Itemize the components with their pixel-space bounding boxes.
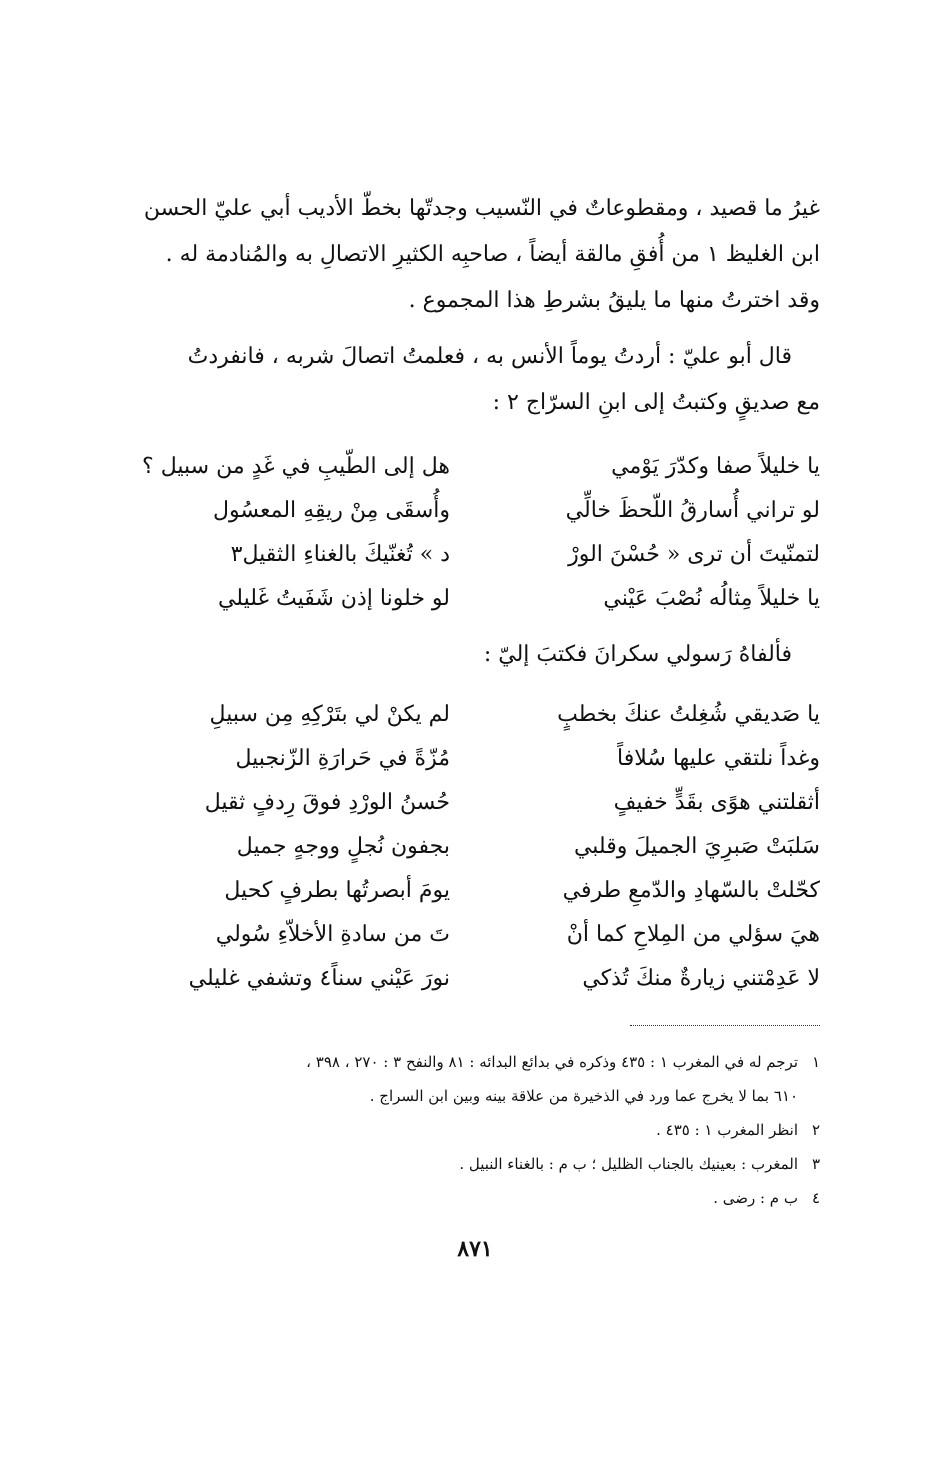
footnote-number: ٤: [811, 1189, 820, 1207]
intro-line: ابن الغليظ ١ من أُفقِ مالقة أيضاً ، صاحبِه الكثيرِ الاتصالِ به والمُنادمة له .: [165, 242, 820, 267]
first-hemistich: لا عَدِمْتني زيارةٌ منكَ تُذكي: [582, 965, 820, 991]
verse: [120, 780, 820, 824]
story-line: مع صديقٍ وكتبتُ إلى ابنِ السرّاج ٢ :: [492, 390, 820, 415]
second-hemistich: هل إلى الطّيبِ في غَدٍ من سبيل ؟: [142, 453, 450, 479]
verse: [120, 956, 820, 1000]
verse: [120, 868, 820, 912]
story-paragraph: [120, 334, 820, 426]
footnote: [120, 1147, 820, 1181]
second-hemistich: وأُسقَى مِنْ ريقِهِ المعسُول: [213, 497, 450, 523]
verse: [120, 576, 820, 620]
footnote-text: المغرب : بعينيك بالجناب الظليل ؛ ب م : بالغناء النبيل .: [459, 1155, 798, 1173]
poem-second: [120, 692, 820, 1000]
verse: [120, 912, 820, 956]
footnote-text: ترجم له في المغرب ١ : ٤٣٥ وذكره في بدائع البدائه : ٨١ والنفح ٣ : ٢٧٠ ، ٣٩٨ ،: [306, 1053, 798, 1071]
first-hemistich: سَلبَتْ صَبرِيَ الجميلَ وقلبي: [573, 833, 820, 859]
intro-paragraph: [120, 186, 820, 324]
first-hemistich: أثقلتني هوًى بقَدٍّ خفيفٍ: [613, 789, 820, 815]
second-hemistich: لم يكنْ لي بتَرْكِهِ مِن سبيلِ: [209, 701, 450, 727]
second-hemistich: نورَ عَيْني سناً٤ وتشفي غليلي: [188, 965, 450, 991]
second-hemistich: بجفون نُجلٍ ووجهٍ جميل: [236, 833, 450, 859]
story-paragraph-reply: [120, 632, 820, 678]
verse: [120, 532, 820, 576]
first-hemistich: كحّلتْ بالسّهادِ والدّمعِ طرفي: [562, 877, 820, 903]
footnote-divider: [630, 1025, 820, 1026]
first-hemistich: يا خليلاً صفا وكدّرَ يَوْمي: [611, 453, 820, 479]
second-hemistich: حُسنُ الورْدِ فوقَ رِدفٍ ثقيل: [204, 789, 450, 815]
second-hemistich: لو خلونا إذن شَفَيتُ غَليلي: [217, 585, 450, 611]
second-hemistich: يومَ أبصرتُها بطرفٍ كحيل: [224, 877, 450, 903]
first-hemistich: لتمنّيتَ أن ترى « حُسْنَ الورْ: [568, 541, 820, 567]
first-hemistich: يا صَديقي شُغِلتُ عنكَ بخطبٍ: [557, 701, 820, 727]
second-hemistich: تَ من سادةِ الأخلاّءِ سُولي: [215, 921, 450, 947]
second-hemistich: د » تُغنّيكَ بالغناءِ الثقيل٣: [230, 541, 450, 567]
verse: [120, 692, 820, 736]
second-hemistich: مُزّةً في حَرارَةِ الزّنجبيل: [235, 745, 450, 771]
footnote: [120, 1181, 820, 1215]
poem-first: [120, 444, 820, 620]
first-hemistich: يا خليلاً مِثالُه نُصْبَ عَيْني: [603, 585, 820, 611]
footnote-number: ٢: [811, 1121, 820, 1139]
verse: [120, 824, 820, 868]
footnote-continuation: [120, 1079, 820, 1113]
first-hemistich: هيَ سؤلي من المِلاحِ كما أنْ: [566, 921, 820, 947]
verse: [120, 444, 820, 488]
story-line: فألفاهُ رَسولي سكرانَ فكتبَ إليّ :: [483, 642, 792, 667]
verse: [120, 488, 820, 532]
intro-line: غيرُ ما قصيد ، ومقطوعاتٌ في النّسيب وجدتّها بخطّ الأديب أبي عليّ الحسن: [143, 196, 820, 221]
first-hemistich: وغداً نلتقي عليها سُلافاً: [617, 745, 820, 771]
footnote-text: انظر المغرب ١ : ٤٣٥ .: [656, 1121, 798, 1139]
footnote: [120, 1045, 820, 1079]
verse: [120, 736, 820, 780]
intro-line: وقد اخترتُ منها ما يليقُ بشرطِ هذا المجموع .: [408, 288, 820, 313]
page-number: ٨٧١: [457, 1236, 493, 1262]
first-hemistich: لو تراني أُسارقُ اللّحظَ خالِّي: [565, 497, 820, 523]
footnote-number: ٣: [811, 1155, 820, 1173]
footnote-number: ١: [811, 1053, 820, 1071]
footnote-text: ٦١٠ بما لا يخرج عما ورد في الذخيرة من علاقة بينه وبين ابن السراج .: [369, 1087, 798, 1105]
footnote: [120, 1113, 820, 1147]
footnote-text: ب م : رضى .: [713, 1189, 798, 1207]
story-line: قال أبو عليّ : أردتُ يوماً الأنس به ، فعلمتُ اتصالَ شربه ، فانفردتُ: [187, 344, 792, 369]
footnotes: [120, 1045, 820, 1215]
